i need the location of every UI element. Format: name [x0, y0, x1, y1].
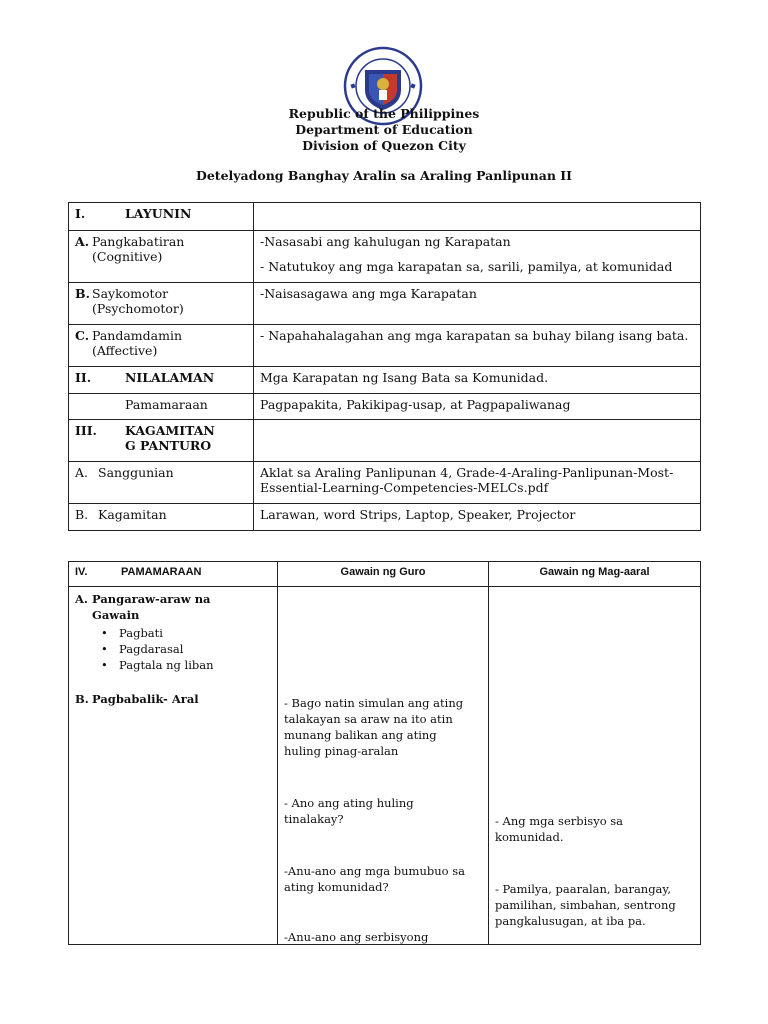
item-letter: B.: [75, 692, 89, 706]
kagamitan-b-cell: [69, 504, 254, 531]
cognitive-sublabel: (Cognitive): [92, 249, 163, 264]
item-letter: A.: [75, 465, 89, 480]
section-b-title-text: Pagbabalik- Aral: [92, 692, 199, 706]
affective-label-cell: [69, 325, 254, 367]
magaaral-answer-1: [495, 813, 623, 845]
pamamaraan-column: [69, 587, 278, 945]
table-header-row: [69, 562, 701, 587]
magaaral-column: [489, 587, 701, 945]
pamamaraan-value: Pagpapakita, Pakikipag-usap, at Pagpapaliwanag: [254, 394, 701, 420]
kagamitan-b-value: Larawan, word Strips, Laptop, Speaker, Projector: [254, 504, 701, 531]
guro-question-3: [284, 863, 465, 895]
table-row: [69, 394, 701, 420]
magaaral-answer-2: [495, 881, 676, 929]
affective-label: Pandamdamin: [92, 328, 183, 343]
objectives-table: [68, 202, 701, 531]
table-row: [69, 231, 701, 283]
text-line: - Ano ang ating huling: [284, 796, 414, 810]
pamamaraan-cell: [69, 394, 254, 420]
list-item: • Pagtala ng liban: [119, 657, 214, 673]
document-title: Detelyadong Banghay Aralin sa Araling Panlipunan II: [196, 168, 572, 183]
item-letter: C.: [75, 328, 90, 343]
layunin-label: LAYUNIN: [125, 206, 192, 221]
cognitive-value-cell: [254, 231, 701, 283]
guro-question-2: [284, 795, 414, 827]
table-row: [69, 587, 701, 945]
list-item: • Pagbati: [119, 625, 214, 641]
header-republic: Republic of the Philippines: [288, 106, 480, 121]
cognitive-objective-1: -Nasasabi ang kahulugan ng Karapatan: [260, 234, 511, 249]
table-row: [69, 367, 701, 394]
kagamitan-cell: [69, 420, 254, 462]
text-line: pangkalusugan, at iba pa.: [495, 914, 646, 928]
section-a-title-line1: Pangaraw-araw na: [92, 592, 211, 606]
affective-sublabel: (Affective): [92, 343, 158, 358]
header-department: Department of Education: [295, 122, 473, 137]
nilalaman-value: Mga Karapatan ng Isang Bata sa Komunidad.: [254, 367, 701, 394]
text-line: -Anu-ano ang serbisyong: [284, 930, 429, 944]
nilalaman-label: NILALAMAN: [125, 370, 215, 385]
section-number: II.: [75, 370, 92, 385]
text-line: tinalakay?: [284, 812, 344, 826]
psychomotor-objective: -Naisasagawa ang mga Karapatan: [254, 283, 701, 325]
header-division: Division of Quezon City: [302, 138, 466, 153]
text-line: - Bago natin simulan ang ating: [284, 696, 464, 710]
psychomotor-label-cell: [69, 283, 254, 325]
guro-question-1: [284, 695, 463, 759]
section-number: I.: [75, 206, 86, 221]
text-line: komunidad.: [495, 830, 564, 844]
table-row: [69, 504, 701, 531]
pamamaraan-label: Pamamaraan: [125, 397, 208, 412]
text-line: talakayan sa araw na ito atin: [284, 712, 453, 726]
pamamaraan-header: [69, 562, 278, 587]
text-line: huling pinag-aralan: [284, 744, 399, 758]
table-row: [69, 462, 701, 504]
item-letter: B.: [75, 507, 89, 522]
guro-header: Gawain ng Guro: [278, 562, 489, 587]
sanggunian-cell: [69, 462, 254, 504]
psychomotor-sublabel: (Psychomotor): [92, 301, 184, 316]
section-a-title-line2: Gawain: [92, 608, 140, 622]
empty-cell: [254, 203, 701, 231]
sanggunian-value-line2: Essential-Learning-Competencies-MELCs.pdf: [260, 480, 549, 495]
table-row: [69, 420, 701, 462]
item-letter: B.: [75, 286, 90, 301]
table-row: [69, 283, 701, 325]
kagamitan-label: KAGAMITAN: [125, 423, 215, 438]
sanggunian-value-cell: [254, 462, 701, 504]
text-line: ating komunidad?: [284, 880, 389, 894]
kagamitan-label-cont: G PANTURO: [125, 438, 212, 453]
empty-cell: [254, 420, 701, 462]
section-a-bullets: [85, 625, 214, 673]
nilalaman-cell: [69, 367, 254, 394]
text-line: - Pamilya, paaralan, barangay,: [495, 882, 672, 896]
cognitive-label-cell: [69, 231, 254, 283]
text-line: - Ang mga serbisyo sa: [495, 814, 624, 828]
psychomotor-label: Saykomotor: [92, 286, 169, 301]
item-letter: A.: [75, 234, 90, 249]
list-item: • Pagdarasal: [119, 641, 214, 657]
layunin-cell: [69, 203, 254, 231]
sanggunian-value-line1: Aklat sa Araling Panlipunan 4, Grade-4-Araling-Panlipunan-Most-: [260, 465, 674, 480]
magaaral-header: Gawain ng Mag-aaral: [489, 562, 701, 587]
cognitive-label: Pangkabatiran: [92, 234, 185, 249]
section-a-title: [75, 591, 211, 623]
section-b-title: [75, 691, 199, 707]
sanggunian-label: Sanggunian: [98, 465, 174, 480]
kagamitan-b-label: Kagamitan: [98, 507, 167, 522]
section-number: III.: [75, 423, 97, 438]
section-number: IV.: [75, 566, 88, 578]
cognitive-objective-2: - Natutukoy ang mga karapatan sa, sarili, pamilya, at komunidad: [260, 259, 673, 274]
pamamaraan-header-label: PAMAMARAAN: [121, 566, 202, 578]
guro-column: [278, 587, 489, 945]
text-line: munang balikan ang ating: [284, 728, 437, 742]
table-row: [69, 203, 701, 231]
item-letter: A.: [75, 592, 88, 606]
table-row: [69, 325, 701, 367]
text-line: pamilihan, simbahan, sentrong: [495, 898, 676, 912]
procedure-table: [68, 561, 701, 945]
text-line: -Anu-ano ang mga bumubuo sa: [284, 864, 465, 878]
affective-objective: - Napahahalagahan ang mga karapatan sa buhay bilang isang bata.: [254, 325, 701, 367]
guro-question-4: [284, 929, 428, 945]
